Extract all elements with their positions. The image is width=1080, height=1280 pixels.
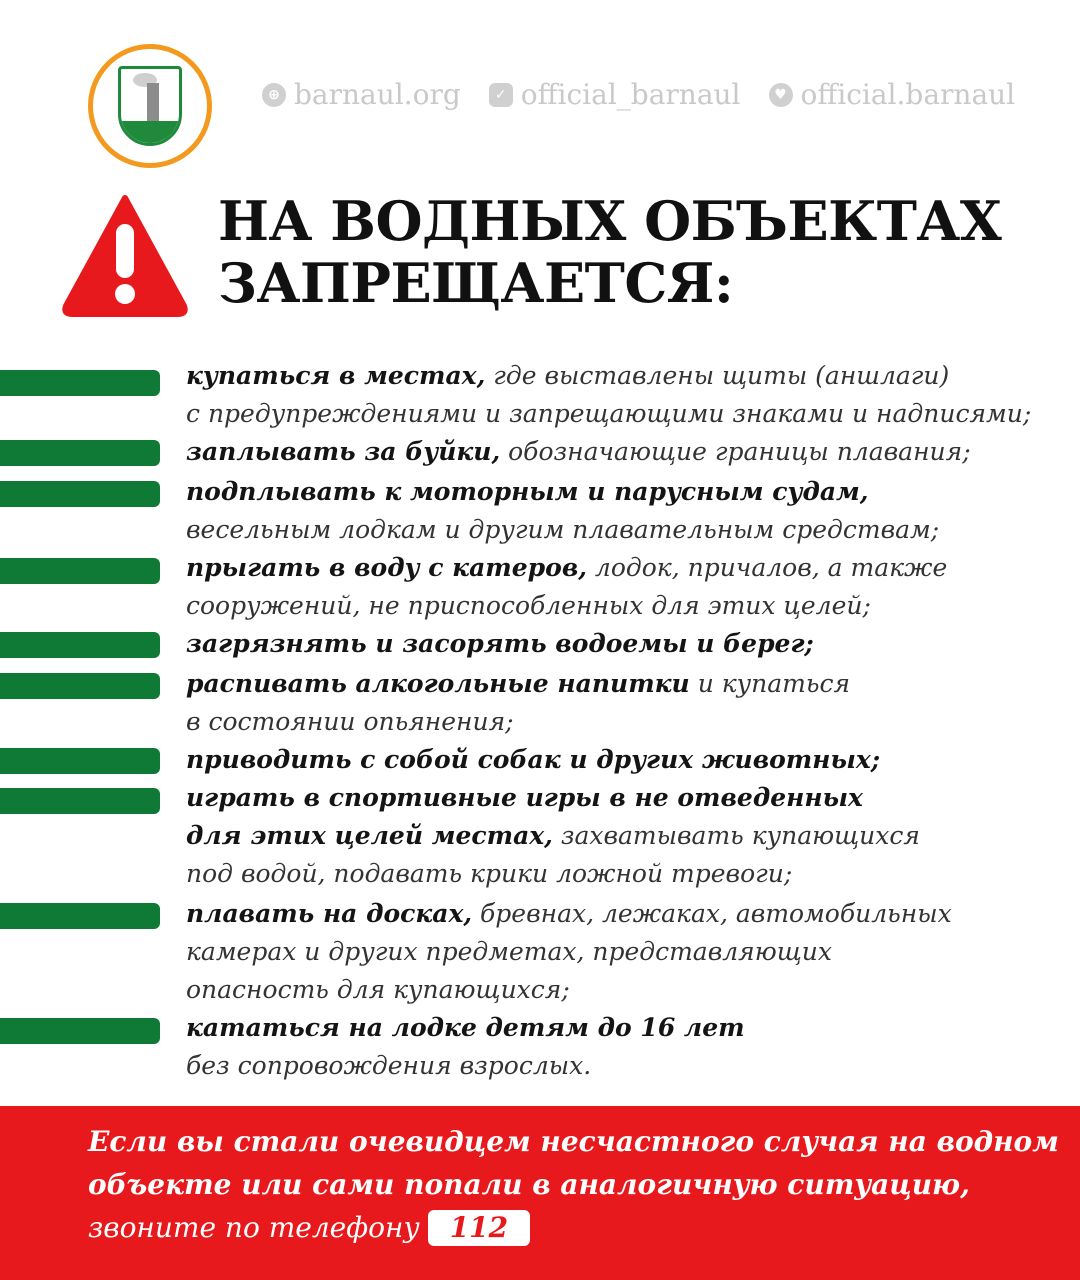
list-bullet-bar xyxy=(0,1018,160,1044)
rule-item: загрязнять и засорять водоемы и берег; xyxy=(186,629,814,658)
social-links xyxy=(262,78,1015,111)
warning-icon xyxy=(60,190,190,320)
title-line: ЗАПРЕЩАЕТСЯ: xyxy=(218,251,734,315)
emergency-message: Если вы стали очевидцем несчастного случая на водном объекте или сами попали в аналогичную ситуацию, звоните по телефону 112 xyxy=(88,1125,1059,1244)
social-link-label: official.barnaul xyxy=(800,78,1016,111)
page-title xyxy=(218,190,1058,314)
rule-item: заплывать за буйки, обозначающие границы плавания; xyxy=(186,437,971,466)
social-link-label: official_barnaul xyxy=(520,78,741,111)
rule-item: прыгать в воду с катеров, лодок, причалов, а также сооружений, не приспособленных для этих целей; xyxy=(186,553,948,620)
social-link-website[interactable] xyxy=(262,78,461,111)
list-bullet-bar xyxy=(0,481,160,507)
vk-icon: ✓ xyxy=(489,83,513,107)
barnaul-coat-of-arms-logo xyxy=(88,44,212,168)
rule-item: плавать на досках, бревнах, лежаках, автомобильных камерах и других предметах, представляющих опасность для купающихся; xyxy=(186,899,952,1004)
rule-item: распивать алкогольные напитки и купаться в состоянии опьянения; xyxy=(186,669,851,736)
list-bullet-bar xyxy=(0,788,160,814)
emergency-phone-number[interactable]: 112 xyxy=(428,1210,530,1246)
social-link-label: barnaul.org xyxy=(294,78,461,111)
list-bullet-bar xyxy=(0,370,160,396)
list-bullet-bar xyxy=(0,903,160,929)
title-line: НА ВОДНЫХ ОБЪЕКТАХ xyxy=(218,189,1002,253)
rule-item: подплывать к моторным и парусным судам, весельным лодкам и другим плавательным средствам; xyxy=(186,477,940,544)
rule-item: кататься на лодке детям до 16 лет без сопровождения взрослых. xyxy=(186,1013,745,1080)
rule-item: купаться в местах, где выставлены щиты (аншлаги) с предупреждениями и запрещающими знаками и надписями; xyxy=(186,361,1032,428)
list-bullet-bar xyxy=(0,748,160,774)
list-bullet-bar xyxy=(0,673,160,699)
list-bullet-bar xyxy=(0,632,160,658)
social-link-vk[interactable] xyxy=(489,78,741,111)
ok-icon: ♥ xyxy=(769,83,793,107)
coat-of-arms-shield-icon xyxy=(118,66,182,146)
list-bullet-bar xyxy=(0,440,160,466)
rule-item: приводить с собой собак и других животных; xyxy=(186,745,881,774)
list-bullet-bar xyxy=(0,558,160,584)
social-link-ok[interactable] xyxy=(769,78,1016,111)
rule-item: играть в спортивные игры в не отведенных для этих целей местах, захватывать купающихся под водой, подавать крики ложной тревоги; xyxy=(186,783,920,888)
globe-icon: ⊕ xyxy=(262,83,286,107)
emergency-footer xyxy=(0,1106,1080,1280)
